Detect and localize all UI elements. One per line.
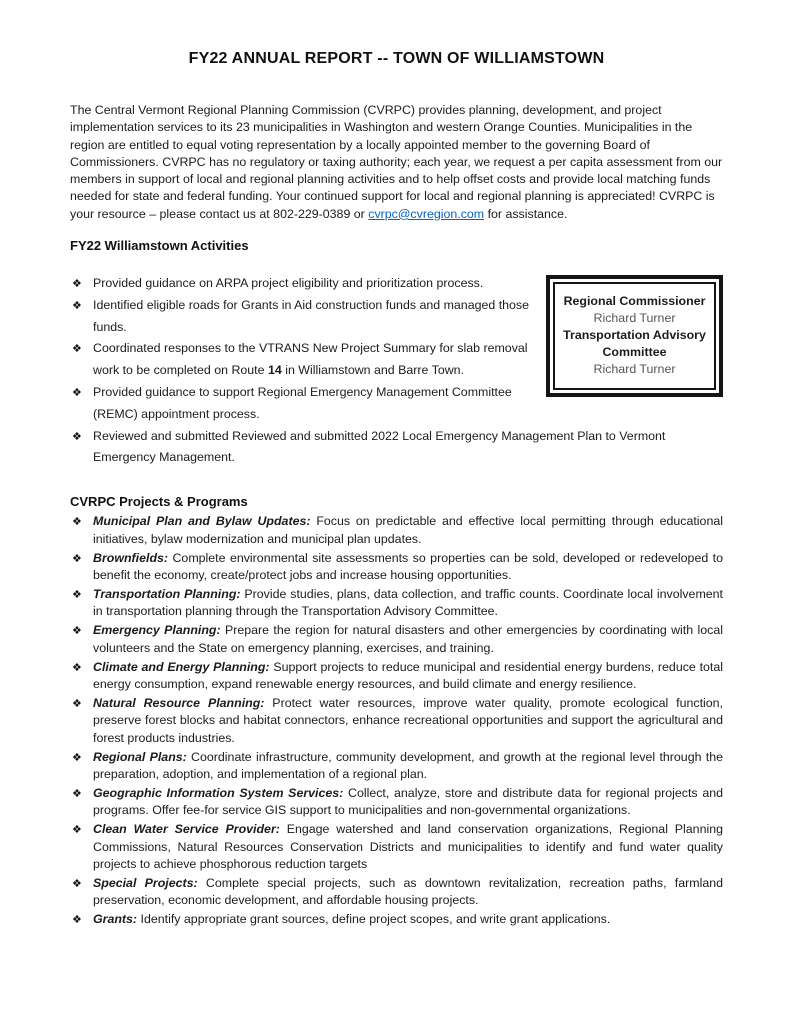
project-text: Protect water resources, improve water quality, promote ecological function, preserve forest blocks and habitat connectors, enhance recreational opportunities and support the agricultural and forest products industries. <box>93 695 723 745</box>
project-item <box>70 695 723 747</box>
project-lead: Municipal Plan and Bylaw Updates: <box>93 514 311 529</box>
committee-name: Richard Turner <box>593 362 676 377</box>
activity-item <box>70 295 723 339</box>
activity-item <box>70 382 723 426</box>
diamond-bullet-icon: ❖ <box>72 552 82 565</box>
project-lead: Geographic Information System Services: <box>93 785 344 800</box>
diamond-bullet-icon: ❖ <box>72 697 82 710</box>
diamond-bullet-icon: ❖ <box>72 387 82 400</box>
activity-text: Provided guidance to support Regional Emergency Management Committee (REMC) appointment process. <box>93 385 512 421</box>
diamond-bullet-icon: ❖ <box>72 661 82 674</box>
diamond-bullet-icon: ❖ <box>72 516 82 529</box>
intro-paragraph <box>70 102 723 223</box>
activity-text: Reviewed and submitted Reviewed and submitted 2022 Local Emergency Management Plan to Vermont Emergency Management. <box>93 428 666 465</box>
project-text: Complete environmental site assessments so properties can be sold, developed or redeveloped to benefit the economy, create/protect jobs and increase housing opportunities. <box>93 550 723 582</box>
diamond-bullet-icon: ❖ <box>72 914 82 927</box>
activities-heading: FY22 Williamstown Activities <box>70 238 249 254</box>
diamond-bullet-icon: ❖ <box>72 430 82 443</box>
project-item <box>70 785 723 820</box>
intro-text-after-link: for assistance. <box>484 206 568 221</box>
diamond-bullet-icon: ❖ <box>72 824 82 837</box>
project-text: Provide studies, plans, data collection, and traffic counts. Coordinate local involvement in transportation planning through the Transportation Advisory Committee. <box>93 586 723 619</box>
activities-section <box>70 273 723 469</box>
project-text: Complete special projects, such as downtown revitalization, recreation paths, farmland preservation, economic development, and affordable housing projects. <box>93 875 724 908</box>
route-number: 14 <box>267 363 282 378</box>
projects-heading: CVRPC Projects & Programs <box>70 494 248 510</box>
activity-item <box>70 273 723 295</box>
project-item <box>70 875 723 910</box>
diamond-bullet-icon: ❖ <box>72 588 82 601</box>
activity-item <box>70 426 723 470</box>
diamond-bullet-icon: ❖ <box>72 877 82 890</box>
project-text: Coordinate infrastructure, community development, and growth at the regional level through the preparation, adoption, and implementation of a regional plan. <box>93 749 723 781</box>
project-lead: Natural Resource Planning: <box>93 695 265 710</box>
project-lead: Grants: <box>93 912 138 927</box>
project-lead: Transportation Planning: <box>93 586 241 601</box>
activity-text: Identified eligible roads for Grants in Aid construction funds and managed those funds. <box>93 297 530 334</box>
projects-list <box>70 513 723 928</box>
intro-text-before-link: The Central Vermont Regional Planning Commission (CVRPC) provides planning, development, and project implementation services to its 23 municipalities in Washington and western Orange Counties. Municipalities in the region are entitled to equal voting representation by a locally appointed member to the governing Board of Commissioners. CVRPC has no regulatory or taxing authority; each year, we request a per capita assessment from our members in support of local and regional planning activities and to help offset costs and provide local matching funds needed for state and federal funding. Your continued support for local and regional planning is appreciated! CVRPC is your resource – please contact us at 802-229-0389 or <box>70 103 723 221</box>
project-item <box>70 911 723 928</box>
commissioner-name: Richard Turner <box>593 311 676 326</box>
project-lead: Clean Water Service Provider: <box>93 822 280 837</box>
project-item <box>70 586 723 621</box>
activity-text: Provided guidance on ARPA project eligibility and prioritization process. <box>93 276 484 291</box>
project-lead: Special Projects: <box>93 875 198 890</box>
project-text: Collect, analyze, store and distribute data for regional projects and programs. Offer fee-for service GIS support to municipalities and non-governmental organizations. <box>93 785 724 818</box>
activity-text: in Williamstown and Barre Town. <box>281 363 465 378</box>
commissioner-role: Regional Commissioner <box>563 294 706 309</box>
activities-list <box>70 273 723 469</box>
diamond-bullet-icon: ❖ <box>72 751 82 764</box>
diamond-bullet-icon: ❖ <box>72 278 82 291</box>
page-title: FY22 ANNUAL REPORT -- TOWN OF WILLIAMSTOWN <box>188 50 605 67</box>
project-lead: Emergency Planning: <box>93 623 221 638</box>
project-text: Support projects to reduce municipal and residential energy burdens, reduce total energy consumption, expand renewable energy resources, and build climate and energy resilience. <box>93 659 723 691</box>
activity-text: Coordinated responses to the VTRANS New Project Summary for slab removal work to be completed on Route <box>93 341 528 378</box>
project-item <box>70 513 723 548</box>
project-text: Identify appropriate grant sources, define project scopes, and write grant applications. <box>137 912 611 927</box>
email-link[interactable]: cvrpc@cvregion.com <box>368 206 485 221</box>
committee-role: Transportation Advisory Committee <box>563 328 706 360</box>
project-item <box>70 821 723 873</box>
project-text: Engage watershed and land conservation organizations, Regional Planning Commissions, Natural Resources Conservation Districts and municipalities to identify and fund water quality projects to achieve phosphorous reduction targets <box>93 822 724 871</box>
project-lead: Brownfields: <box>93 550 169 565</box>
diamond-bullet-icon: ❖ <box>72 343 82 356</box>
project-lead: Climate and Energy Planning: <box>93 659 270 674</box>
diamond-bullet-icon: ❖ <box>72 625 82 638</box>
project-text: Focus on predictable and effective local permitting through educational initiatives, bylaw modernization and municipal plan updates. <box>93 514 723 546</box>
project-item <box>70 749 723 784</box>
diamond-bullet-icon: ❖ <box>72 787 82 800</box>
project-item <box>70 550 723 585</box>
project-text: Prepare the region for natural disasters and other emergencies by coordinating with local volunteers and the State on emergency planning, exercises, and training. <box>93 623 723 655</box>
activity-item <box>70 338 723 382</box>
diamond-bullet-icon: ❖ <box>72 299 82 312</box>
project-item <box>70 659 723 694</box>
project-lead: Regional Plans: <box>93 749 187 764</box>
project-item <box>70 622 723 657</box>
